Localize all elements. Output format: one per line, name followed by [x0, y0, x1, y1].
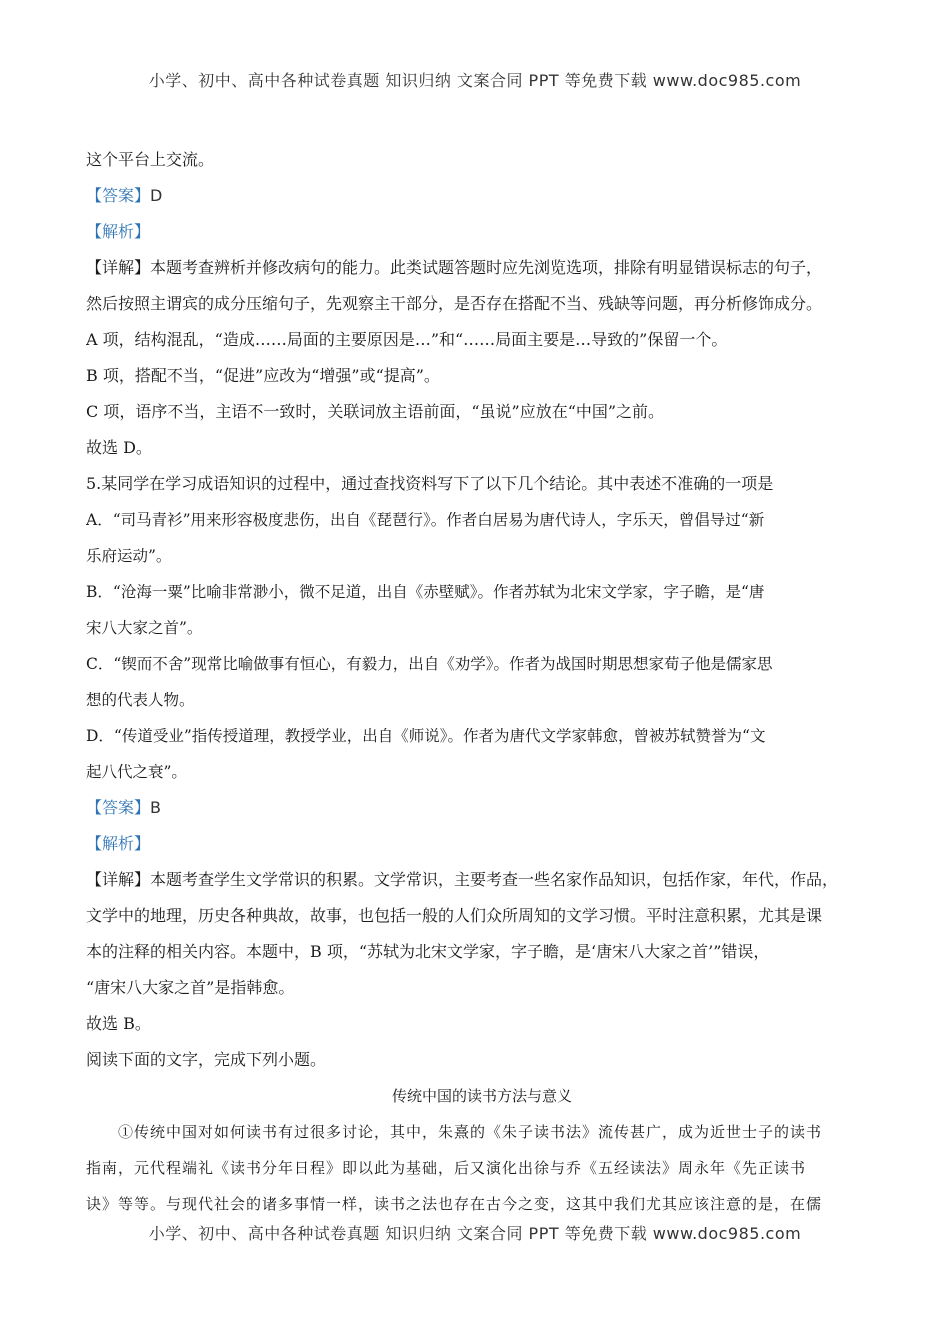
- document-body: [86, 142, 878, 1222]
- q5-detail-line: “唐宋八大家之首”是指韩愈。: [86, 978, 295, 997]
- q4-option-a-analysis: A 项，结构混乱，“造成……局面的主要原因是…”和“……局面主要是…导致的”保留一个。: [86, 330, 728, 349]
- q4-analysis-label: 【解析】: [86, 222, 151, 241]
- detail-label: 【详解】: [86, 870, 151, 889]
- q5-stem: 5.某同学在学习成语知识的过程中，通过查找资料写下了以下几个结论。其中表述不准确的一项是: [86, 474, 774, 493]
- q5-answer: [86, 790, 878, 826]
- q4-answer: [86, 178, 878, 214]
- page-footer: 小学、初中、高中各种试卷真题 知识归纳 文案合同 PPT 等免费下载 www.doc985.com: [148, 1224, 802, 1243]
- reading-paragraph-line: 指南，元代程端礼《读书分年日程》即以此为基础，后又演化出徐与乔《五经读法》周永年《先正读书: [86, 1159, 807, 1177]
- reading-title: 传统中国的读书方法与意义: [391, 1087, 572, 1105]
- reading-instruction: 阅读下面的文字，完成下列小题。: [86, 1050, 327, 1069]
- page-header: 小学、初中、高中各种试卷真题 知识归纳 文案合同 PPT 等免费下载 www.doc985.com: [148, 71, 802, 90]
- q4-detail-line: [86, 250, 878, 286]
- q5-option-b-cont: 宋八大家之首”。: [86, 619, 203, 637]
- detail-label: 【详解】: [86, 258, 151, 277]
- q5-detail-line: 本的注释的相关内容。本题中，B 项，“苏轼为北宋文学家，字子瞻，是‘唐宋八大家之首’”错误，: [86, 942, 770, 961]
- q5-option-a-cont: 乐府运动”。: [86, 547, 172, 565]
- q5-detail-line: 文学中的地理，历史各种典故，故事，也包括一般的人们众所周知的文学习惯。平时注意积累，尤其是课: [86, 906, 823, 925]
- detail-text: 本题考查辨析并修改病句的能力。此类试题答题时应先浏览选项，排除有明显错误标志的句子，: [150, 258, 823, 277]
- answer-value: B: [150, 798, 161, 817]
- q5-option-d: D．“传道受业”指传授道理，教授学业，出自《师说》。作者为唐代文学家韩愈，曾被苏轼赞誉为“文: [86, 727, 766, 745]
- q4-option-b-analysis: B 项，搭配不当，“促进”应改为“增强”或“提高”。: [86, 366, 440, 385]
- q5-choice: 故选 B。: [86, 1014, 151, 1033]
- q5-option-c: C．“锲而不舍”现常比喻做事有恒心，有毅力，出自《劝学》。作者为战国时期思想家荀子他是儒家思: [86, 655, 773, 673]
- q4-continuation: 这个平台上交流。: [86, 150, 215, 169]
- q5-detail-line: [86, 862, 878, 898]
- q5-option-d-cont: 起八代之衰”。: [86, 763, 187, 781]
- answer-value: D: [150, 186, 163, 205]
- q4-option-c-analysis: C 项，语序不当，主语不一致时，关联词放主语前面，“虽说”应放在“中国”之前。: [86, 402, 665, 421]
- q4-choice: 故选 D。: [86, 438, 152, 457]
- q5-option-c-cont: 想的代表人物。: [86, 691, 195, 709]
- reading-paragraph-line: 诀》等等。与现代社会的诸多事情一样，读书之法也存在古今之变，这其中我们尤其应该注意的是，在儒: [86, 1195, 823, 1213]
- detail-text: 本题考查学生文学常识的积累。文学常识，主要考查一些名家作品知识，包括作家，年代，作品，: [150, 870, 839, 889]
- reading-paragraph-line: ①传统中国对如何读书有过很多讨论，其中，朱熹的《朱子读书法》流传甚广，成为近世士子的读书: [118, 1123, 823, 1141]
- q5-option-a: A．“司马青衫”用来形容极度悲伤，出自《琵琶行》。作者白居易为唐代诗人，字乐天，曾倡导过“新: [86, 511, 765, 529]
- answer-label: 【答案】: [86, 186, 151, 205]
- q5-option-b: B．“沧海一粟”比喻非常渺小，微不足道，出自《赤壁赋》。作者苏轼为北宋文学家，字子瞻，是“唐: [86, 583, 765, 601]
- q5-analysis-label: 【解析】: [86, 834, 151, 853]
- q4-detail-line: 然后按照主谓宾的成分压缩句子，先观察主干部分，是否存在搭配不当、残缺等问题，再分析修饰成分。: [86, 294, 823, 313]
- answer-label: 【答案】: [86, 798, 151, 817]
